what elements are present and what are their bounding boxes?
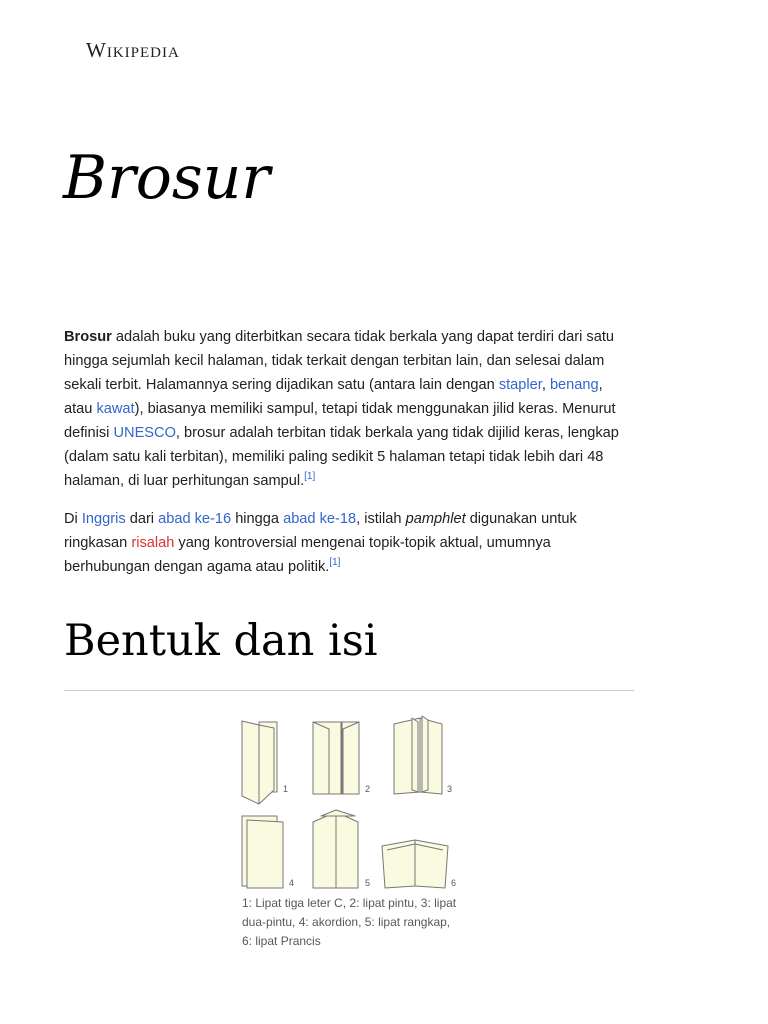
fold-3-double-gate [394, 716, 442, 794]
paragraph-intro: Brosur adalah buku yang diterbitkan secara tidak berkala yang dapat terdiri dari satu hingga sejumlah kecil halaman, tidak terkait dengan terbitan lain, dan selesai dalam sekali terbit. Halamannya sering dijadikan satu (antara lain dengan stapler, benang, atau kawat), biasanya memiliki sampul, tetapi tidak menggunakan jilid keras. Menurut definisi UNESCO, brosur adalah terbitan tidak berkala yang tidak dijilid keras, lengkap (dalam satu kali terbitan), memiliki paling sedikit 5 halaman tetapi tidak lebih dari 48 halaman, di luar perhitungan sampul.[1] [64, 329, 619, 489]
svg-text:3: 3 [447, 784, 453, 794]
article-body [64, 325, 634, 593]
link-kawat[interactable]: kawat [96, 401, 135, 417]
link-risalah[interactable]: risalah [131, 535, 175, 551]
section-heading-bentuk-dan-isi: Bentuk dan isi [64, 610, 634, 691]
paragraph-history: Di Inggris dari abad ke-16 hingga abad ke-18, istilah pamphlet digunakan untuk ringkasan risalah yang kontroversial mengenai topik-topik aktual, umumnya berhubungan dengan agama atau politik.[1] [64, 511, 577, 575]
reference-1-second[interactable]: [1] [329, 557, 341, 569]
fold-2-gate [313, 722, 359, 794]
fold-1-letter-c [242, 721, 277, 804]
svg-text:1: 1 [283, 784, 289, 794]
link-abad-18[interactable]: abad ke-18 [283, 511, 357, 527]
link-abad-16[interactable]: abad ke-16 [158, 511, 232, 527]
fold-6-french [382, 840, 448, 888]
reference-1[interactable]: [1] [304, 471, 316, 483]
fold-5-double-parallel [313, 810, 358, 888]
link-stapler[interactable]: stapler [498, 377, 542, 393]
page-title: Brosur [63, 143, 271, 213]
wikipedia-wordmark[interactable]: Wikipedia [86, 38, 180, 62]
bold-term: Brosur [64, 329, 112, 345]
fold-types-figure [237, 712, 459, 951]
svg-text:6: 6 [451, 878, 457, 888]
fold-4-accordion [242, 816, 283, 888]
figure-caption: 1: Lipat tiga leter C, 2: lipat pintu, 3: lipat dua-pintu, 4: akordion, 5: lipat rangkap, 6: lipat Prancis [242, 896, 457, 948]
svg-text:2: 2 [365, 784, 371, 794]
link-benang[interactable]: benang [549, 377, 599, 393]
svg-text:5: 5 [365, 878, 371, 888]
svg-text:4: 4 [289, 878, 295, 888]
fold-types-illustration[interactable] [237, 712, 459, 892]
link-inggris[interactable]: Inggris [81, 511, 126, 527]
italic-term: pamphlet [405, 511, 466, 527]
link-unesco[interactable]: UNESCO [113, 425, 176, 441]
